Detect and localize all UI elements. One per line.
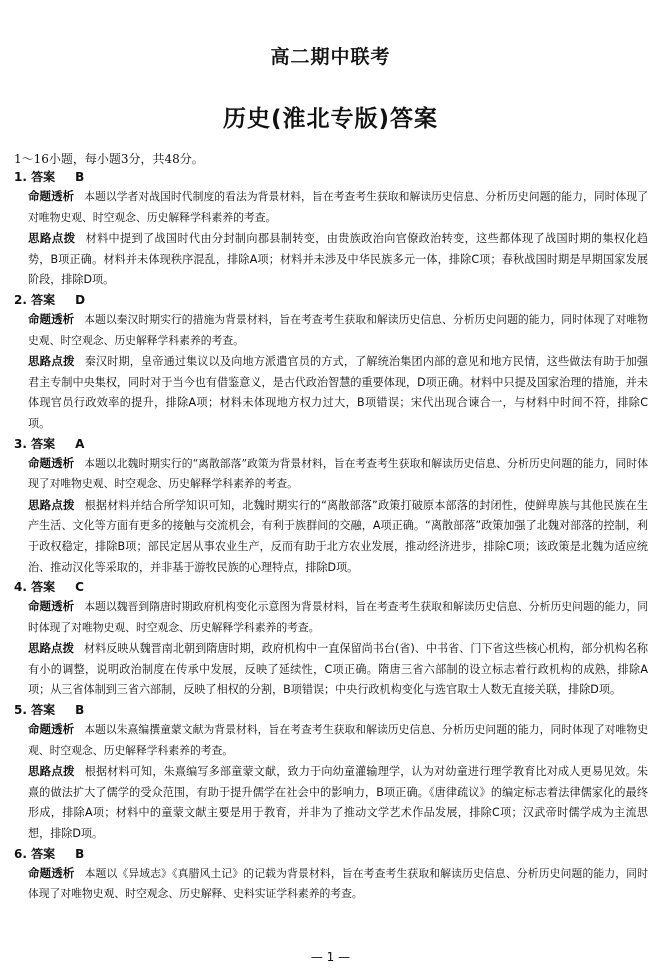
question-block <box>14 845 648 905</box>
question-number: 1. <box>14 170 27 184</box>
silu-label: 思路点拨 <box>28 354 75 369</box>
silu-label: 思路点拨 <box>28 764 75 779</box>
question-block <box>14 701 648 845</box>
answer-value: B <box>75 846 85 861</box>
mingti-paragraph <box>14 719 648 761</box>
answer-label: 答案 <box>31 846 56 861</box>
mingti-paragraph <box>14 309 648 351</box>
question-number: 2. <box>14 292 27 307</box>
answer-line <box>14 701 648 719</box>
question-number: 6. <box>14 846 27 861</box>
mingti-paragraph <box>14 596 648 638</box>
answer-value: C <box>75 580 84 595</box>
question-block <box>14 435 648 579</box>
answer-list <box>14 168 648 905</box>
question-block <box>14 168 648 291</box>
silu-paragraph <box>14 495 648 578</box>
silu-label: 思路点拨 <box>28 641 75 656</box>
silu-text: 根据材料并结合所学知识可知，北魏时期实行的“离散部落”政策打破原本部落的封闭性，使鲜卑族与其他民族在生产生活、文化等方面有更多的接触与交流机会，有利于族群间的交融，A项正确。“离散部落”政策加强了北魏对部落的控制，利于政权稳定，排除B项；部民定居从事农业生产，反而有助于北方农业发展，推动经济进步，排除C项；该政策是北魏为适应统治、推动汉化等采取的，并非基于游牧民族的心理特点，排除D项。 <box>28 498 649 574</box>
silu-label: 思路点拨 <box>28 497 75 512</box>
answer-label: 答案 <box>31 170 56 184</box>
silu-paragraph <box>14 761 648 844</box>
answer-line <box>14 435 648 453</box>
mingti-label: 命题透析 <box>28 865 75 880</box>
mingti-paragraph <box>14 186 648 228</box>
mingti-paragraph <box>14 863 648 905</box>
mingti-text: 本题以学者对战国时代制度的看法为背景材料，旨在考查考生获取和解读历史信息、分析历史问题的能力，同时体现了对唯物史观、时空观念、历史解释学科素养的考查。 <box>28 190 648 224</box>
mingti-label: 命题透析 <box>28 311 75 326</box>
question-number: 4. <box>14 580 27 595</box>
answer-value: D <box>75 292 86 307</box>
answer-label: 答案 <box>31 703 56 718</box>
question-block <box>14 578 648 701</box>
page-title: 高二期中联考 <box>270 46 391 68</box>
silu-paragraph <box>14 351 648 434</box>
answer-value: B <box>75 170 85 184</box>
mingti-text: 本题以魏晋到隋唐时期政府机构变化示意图为背景材料，旨在考查考生获取和解读历史信息、分析历史问题的能力，同时体现了对唯物史观、时空观念、历史解释学科素养的考查。 <box>28 600 648 634</box>
mingti-label: 命题透析 <box>28 599 75 614</box>
mingti-text: 本题以朱熹编撰童蒙文献为背景材料，旨在考查考生获取和解读历史信息、分析历史问题的能力，同时体现了对唯物史观、时空观念、历史解释学科素养的考查。 <box>28 723 648 757</box>
silu-text: 材料中提到了战国时代由分封制向郡县制转变，由贵族政治向官僚政治转变，这些都体现了战国时期的集权化趋势，B项正确。材料并未体现秩序混乱，排除A项；材料并未涉及中华民族多元一体，排除C项；春秋战国时期是早期国家发展阶段，排除D项。 <box>28 232 648 287</box>
answer-value: B <box>75 703 85 718</box>
question-number: 5. <box>14 703 27 718</box>
answer-line <box>14 291 648 309</box>
mingti-label: 命题透析 <box>28 189 75 203</box>
question-block <box>14 291 648 435</box>
silu-text: 秦汉时期，皇帝通过集议以及向地方派遣官员的方式，了解统治集团内部的意见和地方民情，这些做法有助于加强君主专制中央集权，同时对于当今也有借鉴意义，是古代政治智慧的重要体现，D项正确。材料中只提及国家治理的措施，并未体现官员行政效率的提升，排除A项；材料未体现地方权力过大，B项错误；宋代出现合谏合一，与材料中时间不符，排除C项。 <box>28 355 648 430</box>
page-number: — 1 — <box>310 950 351 964</box>
answer-label: 答案 <box>31 292 56 307</box>
mingti-text: 本题以北魏时期实行的“离散部落”政策为背景材料，旨在考查考生获取和解读历史信息、分析历史问题的能力，同时体现了对唯物史观、时空观念、历史解释学科素养的考查。 <box>28 456 648 491</box>
page-subtitle: 历史(淮北专版)答案 <box>222 106 439 132</box>
mingti-paragraph <box>14 453 648 495</box>
answer-label: 答案 <box>31 436 56 451</box>
answer-line <box>14 578 648 596</box>
answer-label: 答案 <box>31 580 56 595</box>
section-intro: 1～16小题，每小题3分，共48分。 <box>14 152 204 166</box>
mingti-label: 命题透析 <box>28 455 75 470</box>
mingti-label: 命题透析 <box>28 722 75 737</box>
silu-label: 思路点拨 <box>28 231 76 246</box>
answer-line <box>14 168 648 186</box>
question-number: 3. <box>14 436 27 451</box>
silu-text: 材料反映从魏晋南北朝到隋唐时期，政府机构中一直保留尚书台(省)、中书省、门下省这些核心机构，部分机构名称有小的调整，说明政治制度在传承中发展，反映了延续性，C项正确。隋唐三省六部制的设立标志着行政机构的成熟，排除A项；从三省体制到三省六部制，反映了相权的分割，B项错误；中央行政机构变化与选官取士人数无直接关联，排除D项。 <box>28 642 648 697</box>
silu-text: 根据材料可知，朱熹编写多部童蒙文献，致力于向幼童灌输理学，认为对幼童进行理学教育比对成人更易见效。朱熹的做法扩大了儒学的受众范围，有助于提升儒学在社会中的影响力，B项正确。《唐律疏议》的编定标志着法律儒家化的最终形成，排除A项；材料中的童蒙文献主要是用于教育，并非为了推动文学艺术作品发展，排除C项；汉武帝时儒学成为主流思想，排除D项。 <box>28 765 648 841</box>
silu-paragraph <box>14 638 648 701</box>
mingti-text: 本题以秦汉时期实行的措施为背景材料，旨在考查考生获取和解读历史信息、分析历史问题的能力，同时体现了对唯物史观、时空观念、历史解释学科素养的考查。 <box>28 312 648 347</box>
mingti-text: 本题以《异域志》《真腊风土记》的记载为背景材料，旨在考查考生获取和解读历史信息、分析历史问题的能力，同时体现了对唯物史观、时空观念、历史解释、史料实证学科素养的考查。 <box>28 866 648 901</box>
answer-value: A <box>75 436 85 451</box>
answer-line <box>14 845 648 863</box>
silu-paragraph <box>14 228 648 291</box>
